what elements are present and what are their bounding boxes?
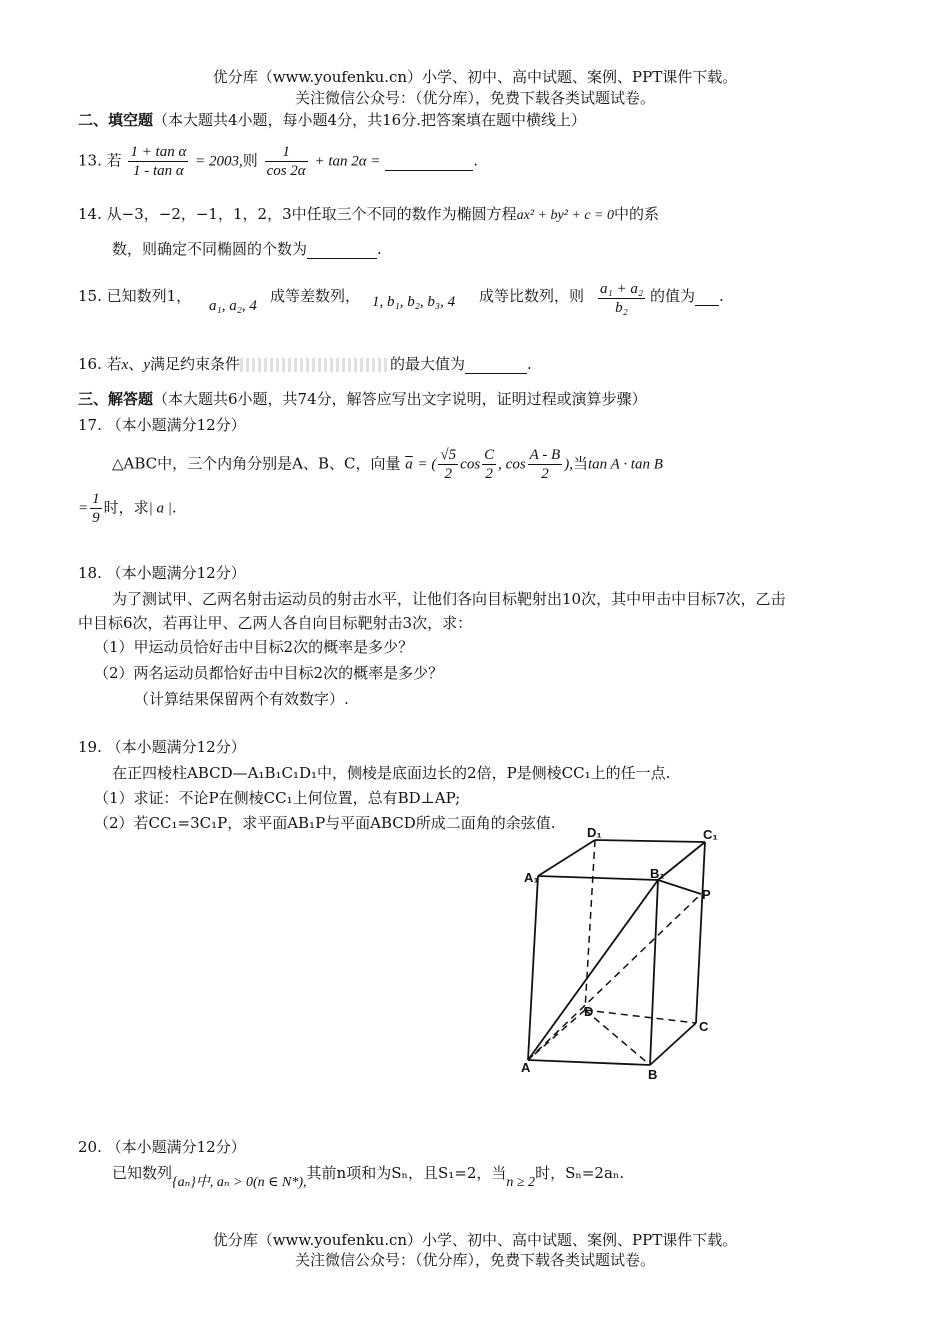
q18-sub-1: （1）甲运动员恰好击中目标2次的概率是多少？ (94, 638, 414, 656)
q14-answer-blank[interactable] (307, 240, 377, 259)
q17-frac-sqrt5 (438, 446, 458, 483)
q17-C: C (484, 447, 495, 463)
q18-p2: 中目标6次，若再让甲、乙两人各自向目标靶射击3次，求： (78, 614, 473, 632)
q20-text1: 已知数列 (112, 1164, 173, 1182)
q17-number: 17. (78, 416, 102, 434)
q16-text2: 满足约束条件 (150, 355, 241, 373)
edge-C1C (696, 842, 705, 1023)
hidden-edge-D1D (585, 840, 595, 1010)
q14-text1: 从−3，−2，−1，1，2，3中任取三个不同的数作为椭圆方程 (106, 205, 517, 223)
q17-two-b: 2 (485, 466, 493, 482)
edge-A1D1 (538, 840, 595, 876)
edge-B1A1 (538, 876, 658, 880)
question-18-header (78, 562, 246, 583)
edge-D1C1 (595, 840, 705, 842)
hidden-edge-DC (585, 1010, 696, 1023)
edge-BC (650, 1023, 696, 1065)
q13-end: . (473, 151, 479, 170)
q17-tan: tan A · tan B (588, 456, 663, 473)
footer-line-2: 关注微信公众号：（优分库），免费下载各类试题试卷。 (294, 1251, 655, 1269)
q20-text3: 时，Sₙ=2aₙ. (535, 1164, 625, 1182)
header-line-2: 关注微信公众号：（优分库），免费下载各类试题试卷。 (294, 89, 655, 107)
question-17-body (112, 446, 663, 483)
edge-B1B (650, 880, 658, 1065)
q15-f-num: a₁ + a₂ (600, 281, 644, 297)
q16-answer-blank[interactable] (465, 355, 527, 374)
q15-end: . (719, 287, 724, 305)
q13-f2-num: 1 (265, 143, 308, 162)
q20-seq: {aₙ}中, aₙ > 0(n ∈ N*), (172, 1175, 307, 1190)
q17-abs-a: | a | (148, 500, 172, 517)
question-13 (78, 143, 478, 180)
label-A: A (521, 1060, 531, 1075)
q18-score: （本小题满分12分） (106, 564, 246, 582)
q17-text2: 时，求 (103, 498, 149, 517)
q13-f1-den: 1 - tan α (133, 163, 184, 179)
section-3-desc: （本大题共6小题，共74分，解答应写出文字说明，证明过程或演算步骤） (153, 390, 647, 408)
question-20-body (112, 1162, 625, 1190)
edge-B1P (658, 880, 701, 894)
edge-A1A (528, 876, 538, 1060)
q16-number: 16. (78, 355, 102, 373)
section-3-title: 三、解答题 (78, 390, 154, 408)
edge-AB1 (528, 880, 658, 1060)
q17-dang: 当 (572, 454, 588, 473)
q17-cos: cos (460, 456, 481, 473)
q15-answer-blank[interactable] (695, 287, 719, 306)
q13-ruo: 若 (106, 151, 122, 170)
q19-sub-2: （2）若CC₁=3C₁P，求平面AB₁P与平面ABCD所成二面角的余弦值. (94, 814, 556, 832)
edge-C1B1 (658, 842, 705, 880)
q15-seq1: a₁, a₂, 4 (209, 298, 257, 314)
label-B: B (648, 1067, 658, 1082)
q19-number: 19. (78, 738, 102, 756)
q14-number: 14. (78, 205, 102, 223)
q13-fraction-2 (265, 143, 308, 180)
label-A1: A₁ (524, 870, 539, 885)
q13-ze: 则 (242, 151, 258, 170)
question-19-header (78, 736, 246, 757)
question-17-header (78, 414, 246, 435)
q13-f2-den: cos 2α (266, 163, 306, 179)
q13-eq: = 2003, (195, 153, 243, 170)
q18-sub-3: （计算结果保留两个有效数字）. (134, 690, 349, 708)
question-17-body-2 (78, 490, 177, 527)
label-B1: B₁ (650, 866, 665, 881)
q13-tail: + tan 2α = (314, 153, 381, 170)
q17-eq1: = ( (417, 456, 437, 473)
q14-end: . (377, 240, 382, 258)
q14-text3: 数，则确定不同椭圆的个数为 (112, 240, 308, 258)
question-20-header (78, 1136, 246, 1157)
label-D1: D₁ (587, 825, 602, 840)
q15-text3: 成等比数列，则 (479, 287, 585, 305)
q17-close: ), (564, 456, 573, 473)
label-P: P (702, 887, 711, 902)
q16-x: x (121, 357, 129, 373)
q13-answer-blank[interactable] (385, 152, 473, 171)
q15-seq2: 1, b₁, b₂, b₃, 4 (372, 294, 456, 310)
q16-sep: 、 (128, 355, 144, 373)
q19-p1: 在正四棱柱ABCD—A₁B₁C₁D₁中，侧棱是底面边长的2倍，P是侧棱CC₁上的任一点. (112, 764, 671, 782)
prism-figure (500, 820, 740, 1085)
q16-y: y (143, 357, 151, 373)
q17-vector-a: $\overline{a}$ (405, 456, 413, 473)
q18-sub-2: （2）两名运动员都恰好击中目标2次的概率是多少？ (94, 664, 444, 682)
label-C: C (699, 1019, 709, 1034)
hidden-edge-DA (528, 1010, 585, 1060)
question-16 (78, 353, 532, 374)
question-14-line-2 (112, 238, 382, 259)
q17-two-c: 2 (541, 466, 549, 482)
q14-text2: 中的系 (614, 205, 660, 223)
q17-text1: △ABC中，三个内角分别是A、B、C，向量 (112, 454, 401, 473)
q20-number: 20. (78, 1138, 102, 1156)
q20-text2: 其前n项和为Sₙ，且S₁=2，当 (306, 1164, 507, 1182)
q17-one: 1 (92, 491, 100, 507)
q15-text1: 已知数列1， (106, 287, 192, 305)
q15-number: 15. (78, 287, 102, 305)
q17-end: . (171, 498, 177, 517)
q13-fraction-1 (128, 143, 188, 180)
q15-answer-line (650, 285, 724, 306)
section-3-heading (78, 388, 647, 409)
q17-sqrt5: √5 (440, 447, 457, 463)
hidden-edge-DB (585, 1010, 650, 1065)
q17-frac-C (482, 446, 496, 483)
q18-number: 18. (78, 564, 102, 582)
section-2-heading (78, 109, 586, 130)
q13-number: 13. (78, 151, 102, 170)
q16-constraint-image (240, 358, 390, 372)
q15-text4: 的值为 (650, 287, 696, 305)
q16-text1: 若 (106, 355, 122, 373)
q15-f-den: b₂ (615, 300, 628, 316)
q14-equation: ax² + by² + c = 0 (516, 208, 614, 223)
q20-cond: n ≥ 2 (506, 1175, 536, 1190)
q17-nine: 9 (92, 510, 100, 526)
q17-AB: A - B (529, 447, 561, 463)
edge-AB (528, 1060, 650, 1065)
label-D: D (584, 1004, 594, 1019)
q16-text3: 的最大值为 (390, 355, 466, 373)
q16-end: . (527, 355, 532, 373)
header-line-1: 优分库（www.youfenku.cn）小学、初中、高中试题、案例、PPT课件下载。 (212, 68, 738, 86)
q17-eq2: = (78, 500, 89, 517)
q15-fraction (598, 280, 645, 317)
q15-text2: 成等差数列， (270, 287, 361, 305)
q19-sub-1: （1）求证：不论P在侧棱CC₁上何位置，总有BD⊥AP; (94, 789, 461, 807)
q17-score: （本小题满分12分） (106, 416, 246, 434)
q17-two-a: 2 (444, 466, 453, 482)
section-2-title: 二、填空题 (78, 111, 154, 129)
q17-comma-cos: , cos (498, 456, 526, 473)
q17-frac-one-ninth (90, 490, 102, 527)
q19-score: （本小题满分12分） (106, 738, 246, 756)
q17-frac-AB (528, 446, 563, 483)
q18-p1: 为了测试甲、乙两名射击运动员的射击水平，让他们各向目标靶射出10次，其中甲击中目标7次，乙击 (112, 590, 786, 608)
label-C1: C₁ (703, 827, 718, 842)
section-2-desc: （本大题共4小题，每小题4分，共16分.把答案填在题中横线上） (153, 111, 586, 129)
footer-line-1: 优分库（www.youfenku.cn）小学、初中、高中试题、案例、PPT课件下载。 (212, 1231, 738, 1249)
q20-score: （本小题满分12分） (106, 1138, 246, 1156)
question-15 (78, 285, 191, 306)
question-14 (78, 203, 659, 224)
q13-f1-num: 1 + tan α (130, 144, 187, 160)
